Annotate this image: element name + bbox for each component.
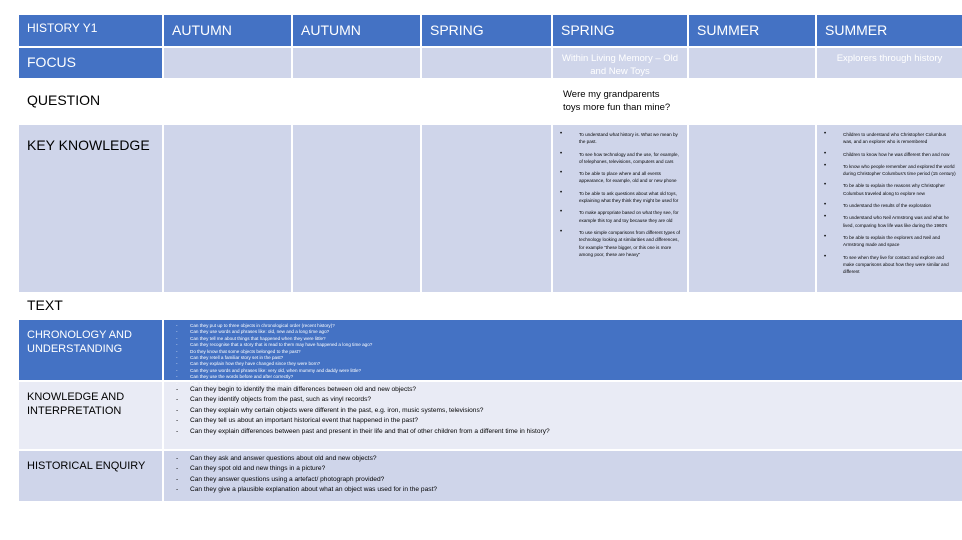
question-spring-1 bbox=[422, 80, 551, 123]
list-item: • To understand what history is. What we mean by the past. bbox=[553, 131, 681, 146]
row-label-focus: FOCUS bbox=[19, 48, 162, 78]
focus-autumn-2 bbox=[293, 48, 420, 78]
list-item: - Can they retell a familiar story set in the past? bbox=[164, 355, 962, 361]
list-item: • Children to understand who Christopher Columbus was, and an explorer who is remembered bbox=[817, 131, 956, 146]
list-item: • To know who people remember and explored the world during Christopher Columbus's time period (15 century) bbox=[817, 163, 956, 178]
list-item: • To understand the results of the exploration bbox=[817, 202, 956, 209]
question-spring-2: Were my grandparents toys more fun than mine? bbox=[553, 80, 687, 123]
question-summer-2 bbox=[817, 80, 962, 123]
text-row bbox=[19, 294, 962, 318]
column-header-spring-1: SPRING bbox=[422, 15, 551, 46]
row-label-question-cell bbox=[19, 80, 162, 123]
row-label-knowledge: KNOWLEDGE AND INTERPRETATION bbox=[19, 382, 162, 449]
focus-summer-2: Explorers through history bbox=[817, 48, 962, 78]
list-item: • To be able to place where and all events appearance, for example, old and or new phone bbox=[553, 170, 681, 185]
row-label-text: TEXT bbox=[27, 297, 63, 313]
focus-spring-1 bbox=[422, 48, 551, 78]
list-item: • Children to know how he was different then and now bbox=[817, 151, 956, 158]
kk-spring-2 bbox=[553, 125, 687, 292]
list-item: - Can they begin to identify the main differences between old and new objects? bbox=[164, 385, 962, 395]
list-item: • To see when they live for contact and explore and make comparisons about how they were similar and different bbox=[817, 254, 956, 276]
knowledge-content bbox=[164, 382, 962, 449]
list-item: • To use simple comparisons from different types of technology looking at similarities and differences, for example “these bigger, or this one is more among poor, these are heavy” bbox=[553, 229, 681, 258]
list-item: • To make appropriate based on what they see, for example this toy and toy because they are old bbox=[553, 209, 681, 224]
list-item: - Can they identify objects from the past, such as vinyl records? bbox=[164, 395, 962, 405]
kk-autumn-2 bbox=[293, 125, 420, 292]
list-item: • To understand who Neil Armstrong was and what he lived, comparing how life was like during the 1960's bbox=[817, 214, 956, 229]
question-autumn-1 bbox=[164, 80, 291, 123]
chronology-list bbox=[164, 320, 962, 387]
list-item: - Can they ask and answer questions about old and new objects? bbox=[164, 454, 962, 464]
kk-spring-1 bbox=[422, 125, 551, 292]
row-label-key-knowledge: KEY KNOWLEDGE bbox=[27, 137, 150, 153]
focus-summer-1 bbox=[689, 48, 815, 78]
list-item: - Can they give a plausible explanation about what an object was used for in the past? bbox=[164, 485, 962, 495]
list-item: - Do they know that some objects belonged to the past? bbox=[164, 349, 962, 355]
list-item: - Can they put up to three objects in chronological order (recent history)? bbox=[164, 323, 962, 329]
list-item: - Can they tell me about things that happened when they were little? bbox=[164, 336, 962, 342]
row-label-question: QUESTION bbox=[27, 92, 101, 108]
list-item: - Can they explain how they have changed since they were born? bbox=[164, 361, 962, 367]
question-summer-1 bbox=[689, 80, 815, 123]
row-label-enquiry: HISTORICAL ENQUIRY bbox=[19, 451, 162, 501]
chronology-content bbox=[164, 320, 962, 386]
column-header-spring-2: SPRING bbox=[553, 15, 687, 46]
column-header-summer-2: SUMMER bbox=[817, 15, 962, 46]
list-item: • To be able to ask questions about what old toys, explaining what they think they might be used for bbox=[553, 190, 681, 205]
knowledge-list bbox=[164, 382, 962, 437]
table-title: HISTORY Y1 bbox=[19, 15, 162, 46]
list-item: - Can they recognise that a story that is read to them may have happened a long time ago? bbox=[164, 342, 962, 348]
list-item: • To be able to explain the reasons why Christopher Columbus traveled along to explore new bbox=[817, 182, 956, 197]
kk-summer-1 bbox=[689, 125, 815, 292]
list-item: • To be able to explain the explorers and Neil and Armstrong made and space bbox=[817, 234, 956, 249]
focus-autumn-1 bbox=[164, 48, 291, 78]
kk-spring-list bbox=[553, 125, 687, 258]
list-item: - Can they explain why certain objects were different in the past, e.g. iron, music systems, televisions? bbox=[164, 406, 962, 416]
list-item: - Can they explain differences between past and present in their life and that of other children from a different time in history? bbox=[164, 427, 962, 437]
list-item: - Can they answer questions using a artefact/ photograph provided? bbox=[164, 475, 962, 485]
kk-autumn-1 bbox=[164, 125, 291, 292]
list-item: - Can they use the words before and after correctly? bbox=[164, 374, 962, 380]
row-label-chronology: CHRONOLOGY AND UNDERSTANDING bbox=[19, 320, 162, 380]
list-item: - Can they use words and phrases like: old, new and a long time ago? bbox=[164, 329, 962, 335]
list-item: - Can they tell us about an important historical event that happened in the past? bbox=[164, 416, 962, 426]
column-header-summer-1: SUMMER bbox=[689, 15, 815, 46]
focus-spring-2: Within Living Memory – Old and New Toys bbox=[553, 48, 687, 78]
row-label-key-knowledge-cell bbox=[19, 125, 162, 292]
kk-summer-list bbox=[817, 125, 962, 275]
list-item: - Can they say why they think a story was set in the past? bbox=[164, 381, 962, 387]
column-header-autumn-1: AUTUMN bbox=[164, 15, 291, 46]
list-item: - Can they spot old and new things in a picture? bbox=[164, 464, 962, 474]
question-autumn-2 bbox=[293, 80, 420, 123]
enquiry-content bbox=[164, 451, 962, 501]
list-item: - Can they use words and phrases like: very old, when mummy and daddy were little? bbox=[164, 368, 962, 374]
curriculum-table bbox=[19, 15, 956, 533]
enquiry-list bbox=[164, 451, 962, 496]
kk-summer-2 bbox=[817, 125, 962, 292]
list-item: • To see how technology and the use, for example, of telephones, televisions, computers and cars bbox=[553, 151, 681, 166]
column-header-autumn-2: AUTUMN bbox=[293, 15, 420, 46]
